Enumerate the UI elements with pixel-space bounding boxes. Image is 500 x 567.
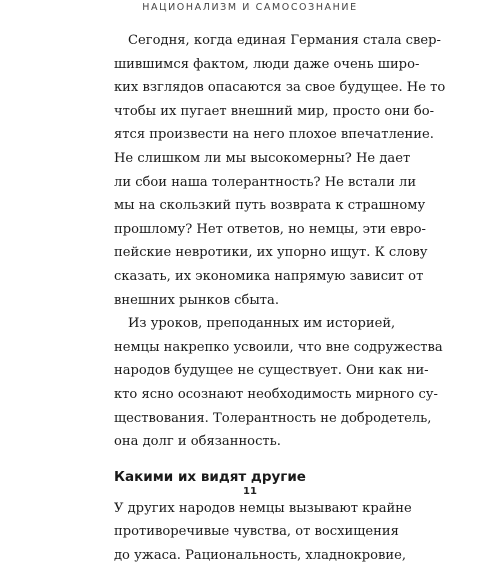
text-line: чтобы их пугает внешний мир, просто они бо- bbox=[114, 103, 435, 119]
text-line: ли сбои наша толерантность? Не встали ли bbox=[114, 174, 417, 190]
text-line: ких взглядов опасаются за свое будущее. Не то bbox=[114, 80, 446, 96]
text-line: до ужаса. Рациональность, хладнокровие, bbox=[114, 547, 407, 563]
text-line: Сегодня, когда единая Германия стала свер- bbox=[128, 33, 441, 48]
paragraph-3 bbox=[114, 497, 412, 567]
text-line: пейские невротики, их упорно ищут. К слову bbox=[114, 245, 428, 261]
paragraph-1 bbox=[114, 29, 446, 312]
text-line: У других народов немцы вызывают крайне bbox=[114, 500, 412, 516]
text-line: народов будущее не существует. Они как ни- bbox=[114, 363, 429, 379]
text-line: Из уроков, преподанных им историей, bbox=[128, 316, 396, 332]
text-line: Не слишком ли мы высокомерны? Не дает bbox=[114, 150, 411, 166]
text-line: мы на скользкий путь возврата к страшному bbox=[114, 198, 426, 214]
text-line: противоречивые чувства, от восхищения bbox=[114, 524, 399, 540]
running-head: НАЦИОНАЛИЗМ И САМОСОЗНАНИЕ bbox=[142, 2, 358, 13]
text-line: прошлому? Нет ответов, но немцы, эти евро- bbox=[114, 221, 426, 237]
text-line: ществования. Толерантность не добродетель, bbox=[114, 410, 432, 426]
paragraph-2 bbox=[114, 312, 443, 454]
text-line: немцы накрепко усвоили, что вне содружества bbox=[114, 339, 443, 355]
text-line: она долг и обязанность. bbox=[114, 434, 281, 450]
text-line: кто ясно осознают необходимость мирного су- bbox=[114, 386, 438, 402]
text-line: внешних рынков сбыта. bbox=[114, 292, 280, 308]
text-line: шившимся фактом, люди даже очень широ- bbox=[114, 56, 420, 72]
page-number: 11 bbox=[243, 486, 257, 497]
text-line: ятся произвести на него плохое впечатление. bbox=[114, 127, 434, 143]
section-heading: Какими их видят другие bbox=[114, 468, 306, 485]
text-line: сказать, их экономика напрямую зависит от bbox=[114, 268, 424, 284]
